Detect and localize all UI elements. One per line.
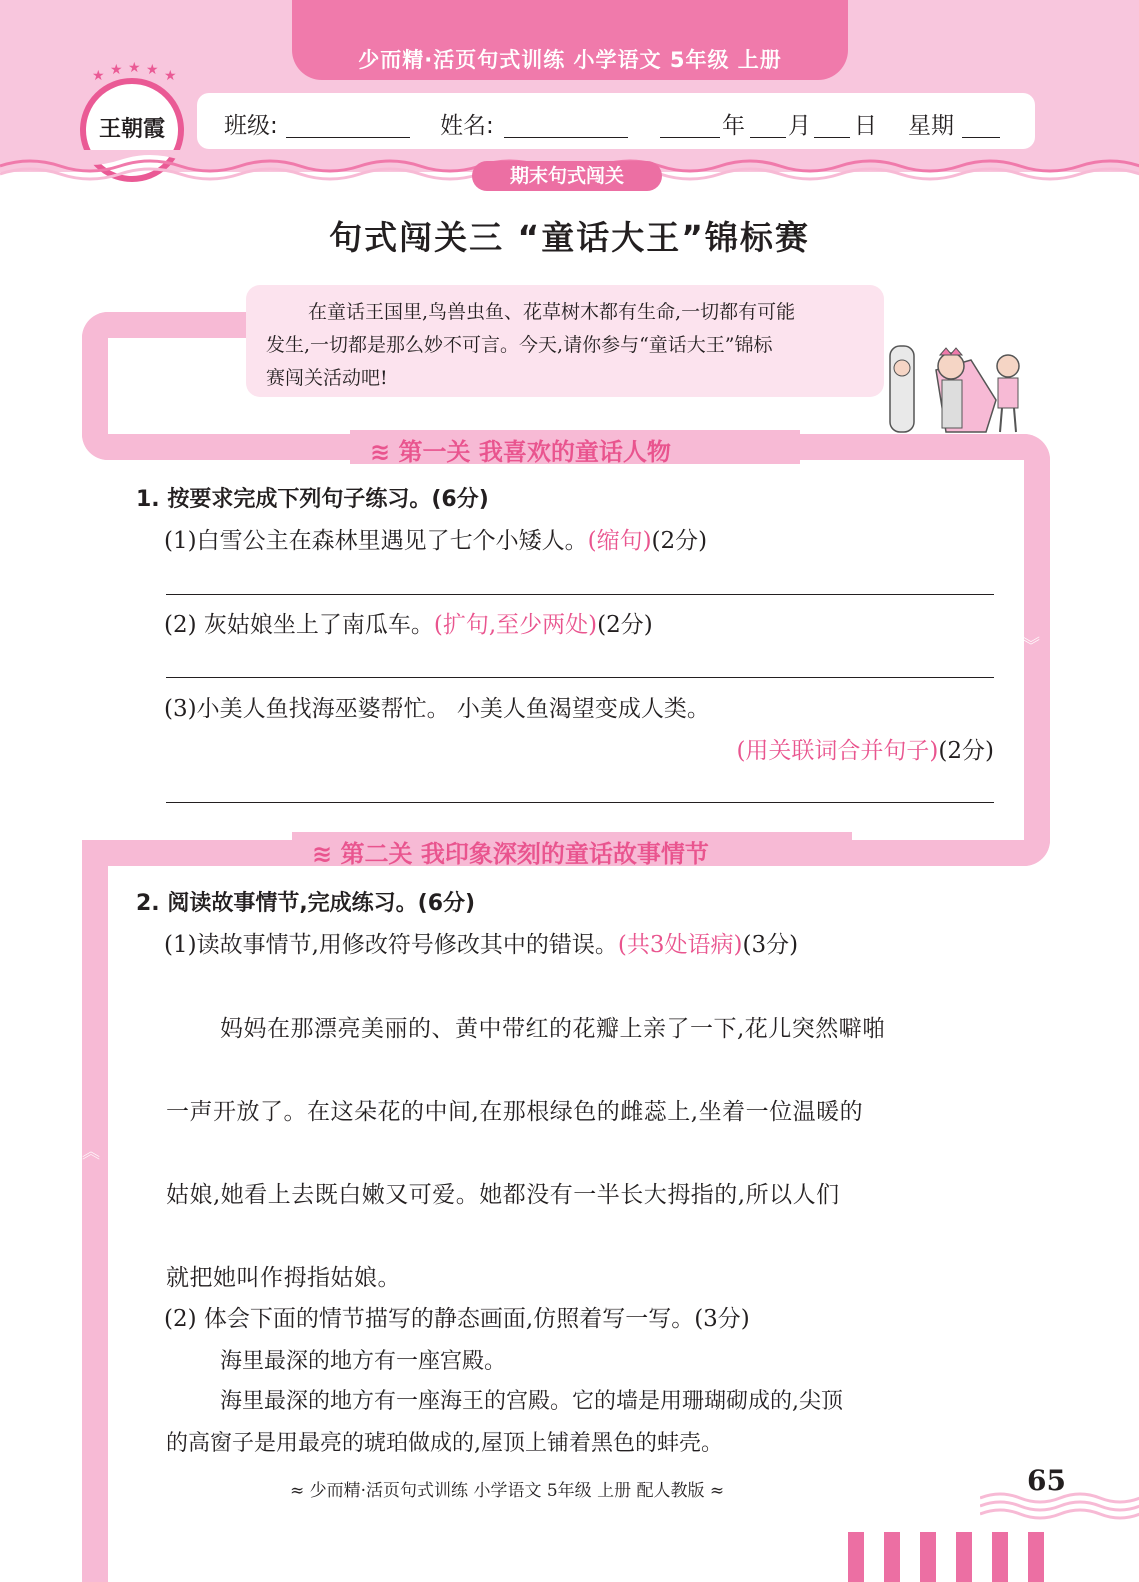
class-field[interactable] bbox=[286, 111, 410, 138]
footer-series: ≈ 少而精·活页句式训练 小学语文 5年级 上册 配人教版 ≈ bbox=[290, 1481, 725, 1501]
q1-item2-hint: (扩句,至少两处) bbox=[433, 612, 598, 638]
page-number: 65 bbox=[1027, 1464, 1066, 1497]
footer-stripe bbox=[992, 1532, 1008, 1582]
rail-mid-left bbox=[82, 434, 382, 460]
answer-line[interactable] bbox=[166, 802, 994, 803]
footer-stripe bbox=[920, 1532, 936, 1582]
answer-line[interactable] bbox=[166, 594, 994, 595]
level2-banner: ≋ 第二关 我印象深刻的童话故事情节 bbox=[312, 840, 709, 868]
weekday-label: 星期 bbox=[908, 113, 954, 139]
year-label: 年 bbox=[722, 113, 745, 139]
chevron-up-icon: ︽ bbox=[82, 1142, 100, 1163]
q2-item1-text: (1)读故事情节,用修改符号修改其中的错误。 bbox=[164, 932, 618, 958]
name-field[interactable] bbox=[504, 111, 628, 138]
q1-item1-score: (2分) bbox=[651, 528, 708, 554]
story-line: 姑娘,她看上去既白嫩又可爱。她都没有一半长大拇指的,所以人们 bbox=[166, 1182, 840, 1208]
example-long-line: 海里最深的地方有一座海王的宫殿。它的墙是用珊瑚砌成的,尖顶 bbox=[220, 1389, 843, 1414]
q2-item1-score: (3分) bbox=[742, 932, 799, 958]
chevron-down-icon: ︾ bbox=[1022, 636, 1040, 657]
rail-lower-right bbox=[830, 840, 1050, 866]
q1-item1-hint: (缩句) bbox=[587, 528, 652, 554]
level1-banner: ≋ 第一关 我喜欢的童话人物 bbox=[370, 438, 671, 466]
story-line: 妈妈在那漂亮美丽的、黄中带红的花瓣上亲了一下,花儿突然噼啪 bbox=[220, 1016, 886, 1042]
star-icon: ★ bbox=[92, 68, 105, 84]
q1-item3-instructions bbox=[736, 732, 994, 765]
section-tag: 期末句式闯关 bbox=[472, 161, 662, 191]
q2-item1-hint: (共3处语病) bbox=[617, 932, 743, 958]
story-line: 一声开放了。在这朵花的中间,在那根绿色的雌蕊上,坐着一位温暖的 bbox=[166, 1099, 864, 1125]
rail-top-left bbox=[82, 312, 252, 338]
example-long-line: 的高窗子是用最亮的琥珀做成的,屋顶上铺着黑色的蚌壳。 bbox=[166, 1431, 723, 1456]
logo-text: 王朝霞 bbox=[98, 116, 165, 142]
footer-stripe bbox=[884, 1532, 900, 1582]
q1-item3-score: (2分) bbox=[938, 738, 994, 764]
q1-item2-text: (2) 灰姑娘坐上了南瓜车。 bbox=[164, 612, 434, 638]
page-title: 句式闯关三 “童话大王”锦标赛 bbox=[329, 218, 810, 257]
q1-item1 bbox=[164, 522, 707, 555]
answer-line[interactable] bbox=[166, 677, 994, 678]
q1-item2 bbox=[164, 606, 653, 639]
footer-stripe bbox=[1028, 1532, 1044, 1582]
intro-line: 发生,一切都是那么妙不可言。今天,请你参与“童话大王”锦标 bbox=[266, 334, 773, 356]
footer-stripe bbox=[848, 1532, 864, 1582]
fairy-tale-characters-illustration bbox=[876, 340, 1036, 440]
weekday-field[interactable] bbox=[962, 111, 1000, 138]
story-line: 就把她叫作拇指姑娘。 bbox=[166, 1265, 401, 1291]
day-label: 日 bbox=[854, 113, 877, 139]
q2-item2-text: (2) 体会下面的情节描写的静态画面,仿照着写一写。(3分) bbox=[164, 1306, 750, 1332]
class-label: 班级: bbox=[224, 113, 278, 139]
year-field[interactable] bbox=[660, 111, 720, 138]
star-icon: ★ bbox=[128, 60, 141, 76]
q1-item1-text: (1)白雪公主在森林里遇见了七个小矮人。 bbox=[164, 528, 588, 554]
series-title: 少而精·活页句式训练 小学语文 5年级 上册 bbox=[358, 48, 782, 72]
q2-item1 bbox=[164, 926, 798, 959]
rail-lower-left bbox=[82, 840, 322, 866]
footer-stripe bbox=[956, 1532, 972, 1582]
intro-line: 赛闯关活动吧! bbox=[266, 367, 388, 389]
q1-item2-score: (2分) bbox=[597, 612, 653, 638]
day-field[interactable] bbox=[814, 111, 850, 138]
intro-line: 在童话王国里,鸟兽虫鱼、花草树木都有生命,一切都有可能 bbox=[308, 301, 796, 323]
month-label: 月 bbox=[788, 113, 811, 139]
month-field[interactable] bbox=[750, 111, 786, 138]
question-1-title: 1. 按要求完成下列句子练习。(6分) bbox=[136, 487, 489, 512]
example-short: 海里最深的地方有一座宫殿。 bbox=[220, 1349, 507, 1374]
q1-item3-hint: (用关联词合并句子) bbox=[736, 738, 939, 764]
star-icon: ★ bbox=[164, 68, 177, 84]
star-icon: ★ bbox=[110, 62, 123, 78]
q1-item3-text: (3)小美人鱼找海巫婆帮忙。 小美人鱼渴望变成人类。 bbox=[164, 696, 710, 722]
question-2-title: 2. 阅读故事情节,完成练习。(6分) bbox=[136, 891, 476, 916]
rail-left-bottom bbox=[82, 840, 108, 1582]
star-icon: ★ bbox=[146, 62, 159, 78]
name-label: 姓名: bbox=[440, 113, 494, 139]
